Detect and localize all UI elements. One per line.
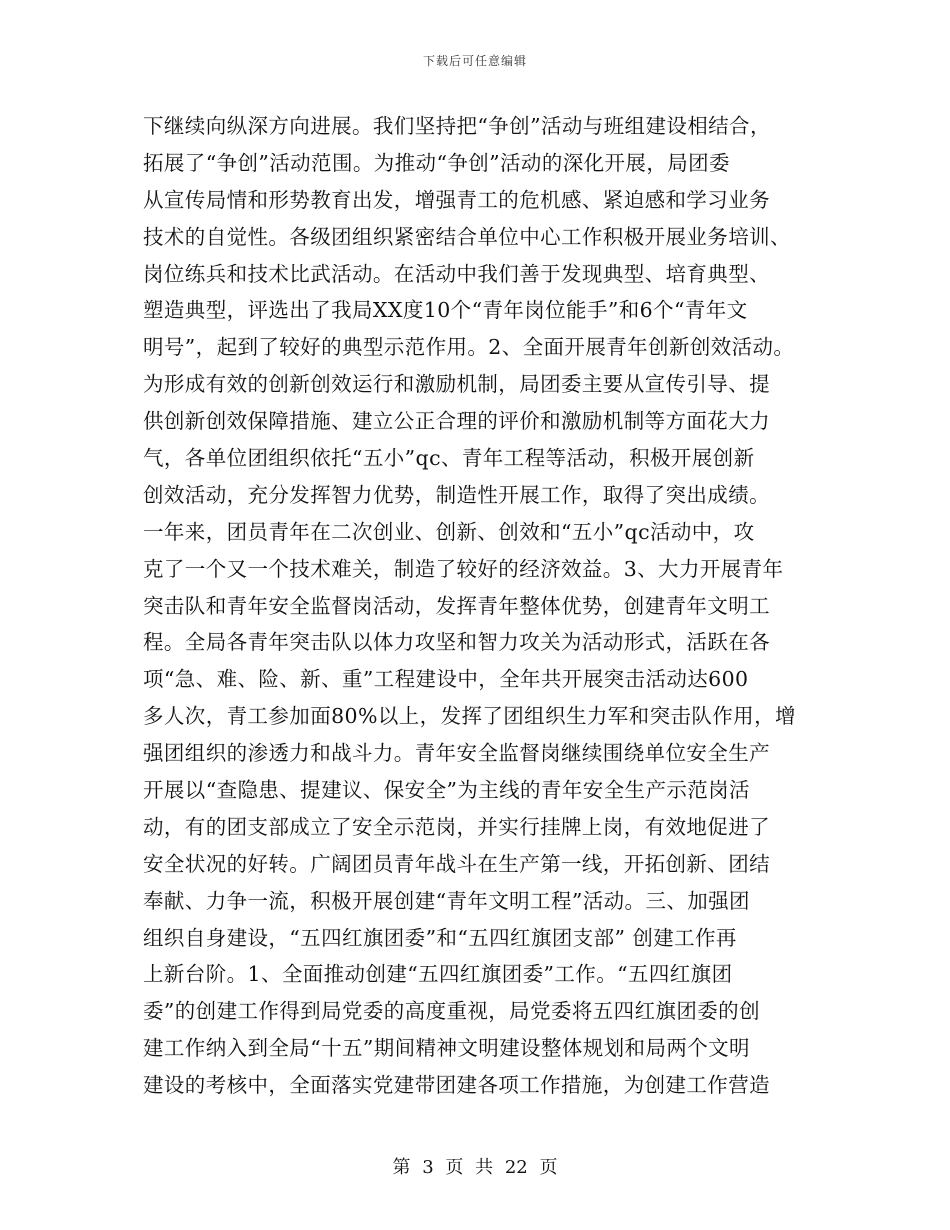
text-line: 强团组织的渗透力和战斗力。青年安全监督岗继续围绕单位安全生产	[143, 741, 770, 766]
text-line: 突击队和青年安全监督岗活动，发挥青年整体优势，创建青年文明工	[143, 593, 770, 618]
text-line: 技术的自觉性。各级团组织紧密结合单位中心工作积极开展业务培训、	[143, 224, 791, 249]
text-line: 下继续向纵深方向进展。我们坚持把“争创”活动与班组建设相结合，	[143, 114, 771, 138]
text-line: 开展以“查隐患、提建议、保安全”为主线的青年安全生产示范岗活	[143, 778, 750, 803]
page-header-note: 下载后可任意编辑	[422, 54, 527, 68]
document-body	[143, 108, 823, 1104]
text-line: 动，有的团支部成立了安全示范岗，并实行挂牌上岗，有效地促进了	[143, 814, 770, 839]
text-line: 奉献、力争一流，积极开展创建“青年文明工程”活动。三、加强团	[143, 888, 750, 913]
text-line: 组织自身建设，“五四红旗团委”和“五四红旗团支部” 创建工作再	[143, 925, 737, 950]
text-line: 拓展了“争创”活动范围。为推动“争创”活动的深化开展，局团委	[143, 150, 730, 175]
text-line: 上新台阶。1、全面推动创建“五四红旗团委”工作。“五四红旗团	[143, 962, 733, 987]
text-line: 创效活动，充分发挥智力优势，制造性开展工作，取得了突出成绩。	[143, 482, 770, 507]
text-line: 一年来，团员青年在二次创业、创新、创效和“五小”qc活动中，攻	[143, 519, 755, 544]
text-line: 项“急、难、险、新、重”工程建设中，全年共开展突击活动达600	[143, 667, 749, 692]
text-line: 克了一个又一个技术难关，制造了较好的经济效益。3、大力开展青年	[143, 556, 784, 581]
text-line: 建设的考核中，全面落实党建带团建各项工作措施，为创建工作营造	[143, 1073, 770, 1098]
text-line: 为形成有效的创新创效运行和激励机制，局团委主要从宣传引导、提	[143, 372, 770, 397]
text-line: 建工作纳入到全局“十五”期间精神文明建设整体规划和局两个文明	[143, 1036, 750, 1061]
text-line: 塑造典型，评选出了我局XX度10个“青年岗位能手”和6个“青年文	[143, 298, 748, 323]
page-number: 第 3 页 共 22 页	[392, 1157, 558, 1178]
text-line: 安全状况的好转。广阔团员青年战斗在生产第一线，开拓创新、团结	[143, 851, 770, 876]
text-line: 从宣传局情和形势教育出发，增强青工的危机感、紧迫感和学习业务	[143, 187, 770, 212]
text-line: 明号”，起到了较好的典型示范作用。2、全面开展青年创新创效活动。	[143, 335, 795, 360]
text-line: 供创新创效保障措施、建立公正合理的评价和激励机制等方面花大力	[143, 409, 770, 434]
text-line: 岗位练兵和技术比武活动。在活动中我们善于发现典型、培育典型、	[143, 261, 770, 286]
text-line: 气，各单位团组织依托“五小”qc、青年工程等活动，积极开展创新	[143, 446, 755, 471]
text-line: 委”的创建工作得到局党委的高度重视，局党委将五四红旗团委的创	[143, 999, 760, 1024]
text-line: 多人次，青工参加面80%以上，发挥了团组织生力军和突击队作用，增	[143, 704, 796, 729]
text-line: 程。全局各青年突击队以体力攻坚和智力攻关为活动形式，活跃在各	[143, 630, 770, 655]
